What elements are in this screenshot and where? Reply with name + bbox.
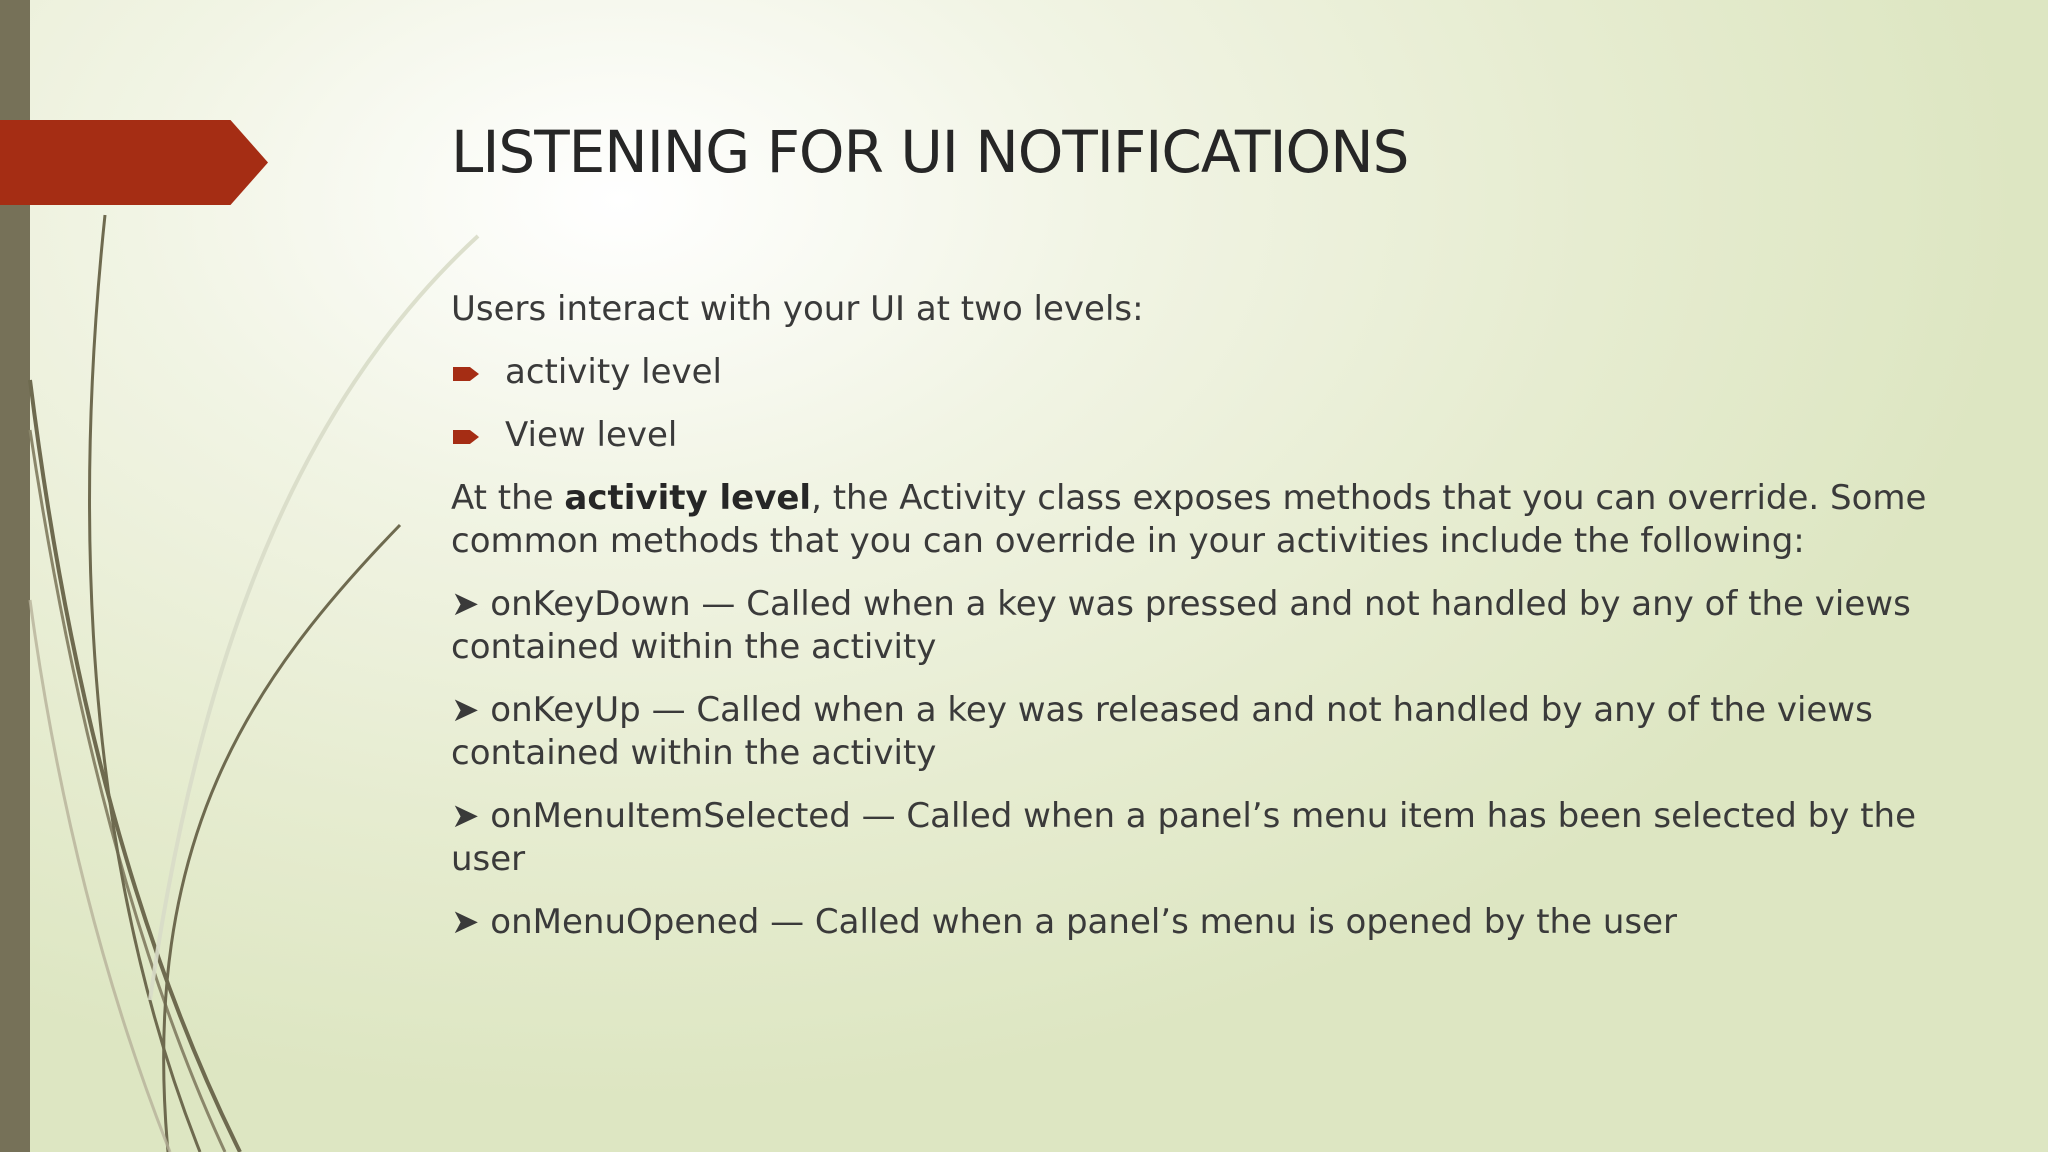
- arrow-bullet-icon: [453, 367, 479, 381]
- paragraph-bold-term: activity level: [564, 478, 812, 518]
- bullet-item-view-level: [451, 414, 1931, 457]
- method-item-onkeydown: ➤ onKeyDown — Called when a key was pressed and not handled by any of the views contained within the activity: [451, 584, 1911, 667]
- title-arrow-marker: [0, 120, 268, 205]
- activity-level-paragraph: [451, 477, 1931, 563]
- paragraph-lead: At the: [451, 478, 565, 518]
- slide-body: [451, 288, 1931, 964]
- bullet-label: View level: [505, 415, 678, 455]
- method-item-onkeyup: ➤ onKeyUp — Called when a key was released and not handled by any of the views contained within the activity: [451, 690, 1873, 773]
- method-item-onmenuitemselected: ➤ onMenuItemSelected — Called when a panel’s menu item has been selected by the user: [451, 796, 1916, 879]
- intro-text: Users interact with your UI at two levels:: [451, 289, 1144, 329]
- bullet-item-activity-level: [451, 351, 1931, 394]
- method-item-onmenuopened: ➤ onMenuOpened — Called when a panel’s menu is opened by the user: [451, 902, 1677, 942]
- slide-title: LISTENING FOR UI NOTIFICATIONS: [451, 118, 1409, 186]
- arrow-bullet-icon: [453, 430, 479, 444]
- bullet-label: activity level: [505, 352, 722, 392]
- paragraph-rest: , the Activity class exposes methods that you can override. Some common methods that you can override in your activities include the following:: [451, 478, 1927, 561]
